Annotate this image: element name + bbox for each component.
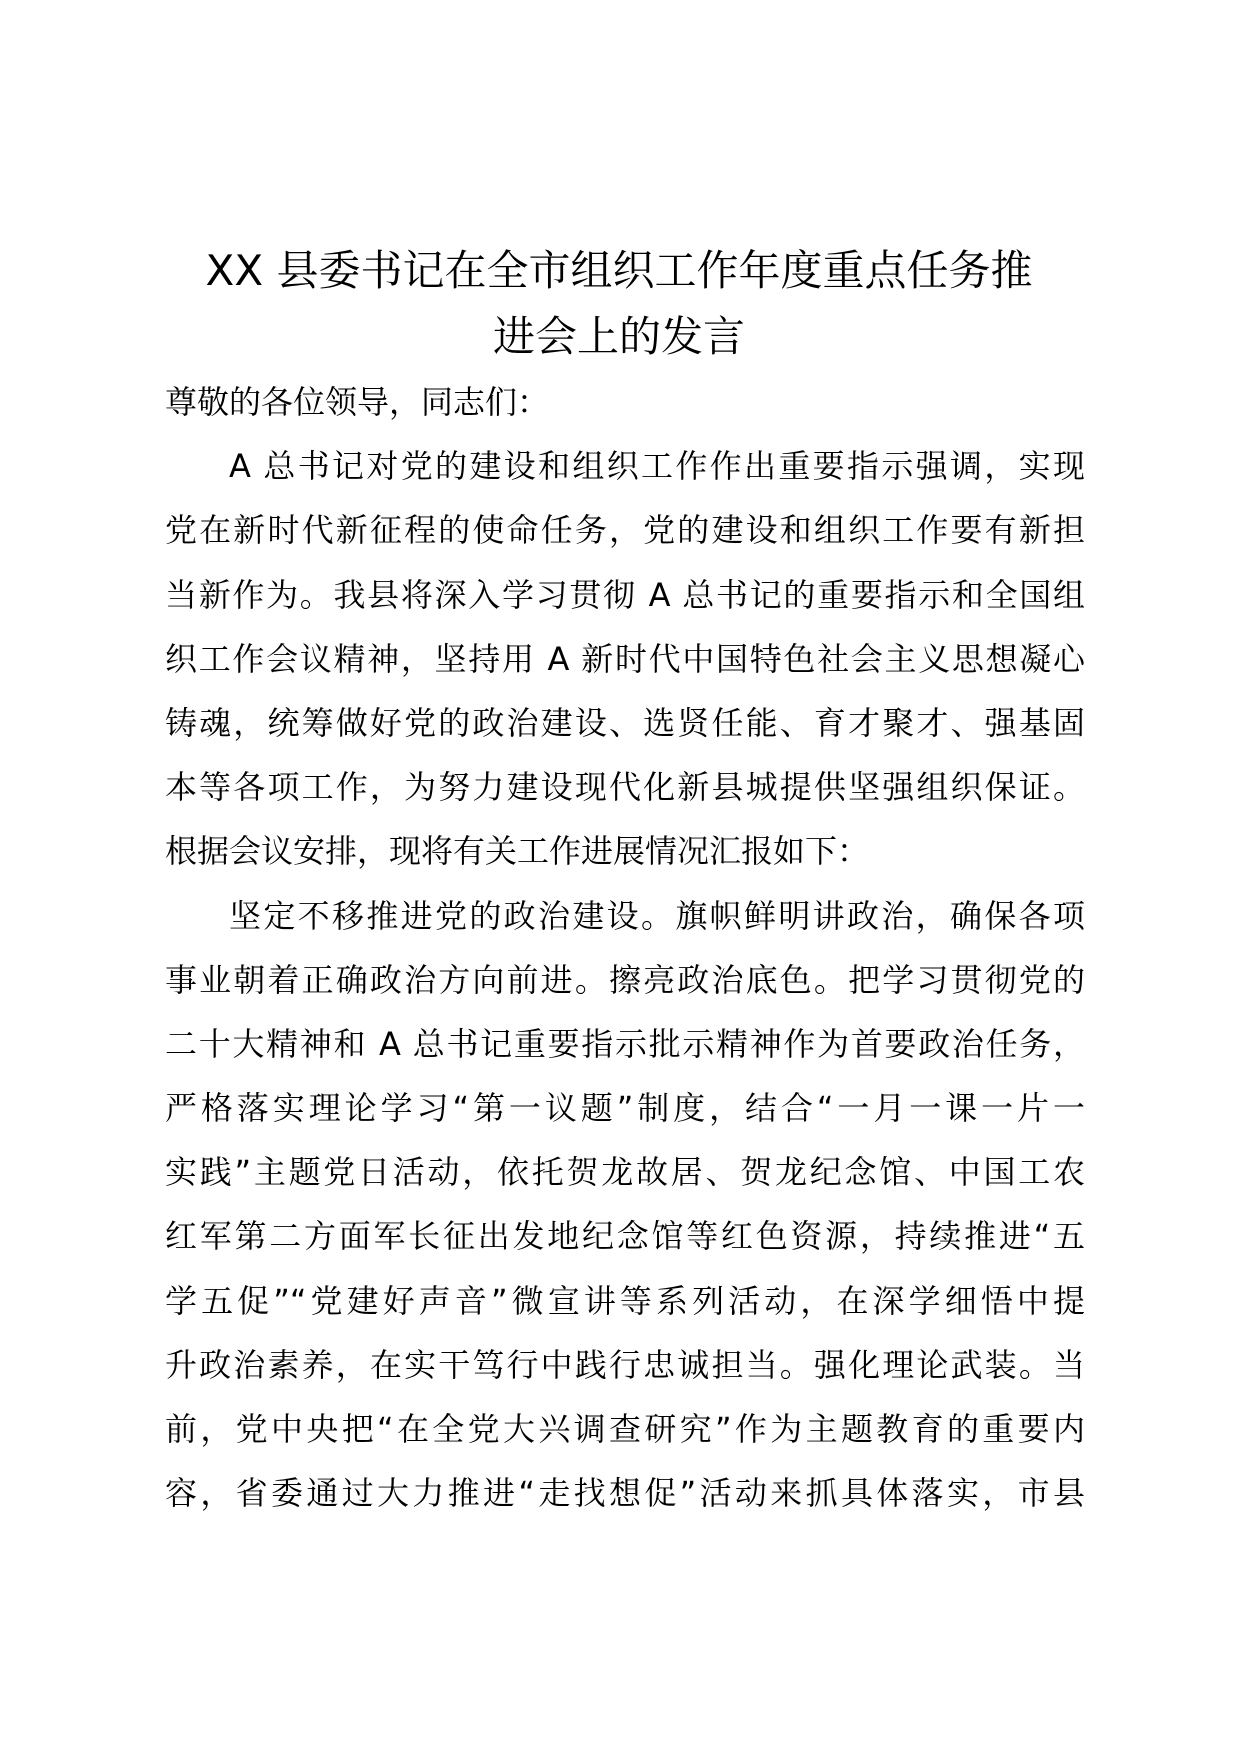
paragraph-line: 党在新时代新征程的使命任务，党的建设和组织工作要有新担 (165, 511, 1085, 550)
paragraph-line: 实践”主题党日活动，依托贺龙故居、贺龙纪念馆、中国工农 (165, 1153, 1085, 1192)
paragraph-line: 根据会议安排，现将有关工作进展情况汇报如下： (165, 832, 870, 871)
paragraph-line: 严格落实理论学习“第一议题”制度，结合“一月一课一片一 (165, 1089, 1085, 1128)
paragraph-line: 二十大精神和 A 总书记重要指示批示精神作为首要政治任务， (165, 1024, 1085, 1063)
salutation: 尊敬的各位领导，同志们： (165, 383, 550, 421)
title-line: 进会上的发言 (492, 312, 745, 361)
document-body (165, 370, 1085, 1525)
paragraph-line: 学五促”“党建好声音”微宣讲等系列活动，在深学细悟中提 (165, 1281, 1085, 1320)
title-line: XX 县委书记在全市组织工作年度重点任务推 (205, 246, 1033, 295)
paragraph-line: 织工作会议精神，坚持用 A 新时代中国特色社会主义思想凝心 (165, 639, 1085, 678)
paragraph-line: 本等各项工作，为努力建设现代化新县城提供坚强组织保证。 (165, 768, 1085, 807)
paragraph-line: 铸魂，统筹做好党的政治建设、选贤任能、育才聚才、强基固 (165, 703, 1085, 742)
paragraph-line: 升政治素养，在实干笃行中践行忠诚担当。强化理论武装。当 (165, 1345, 1085, 1384)
paragraph-line: 容，省委通过大力推进“走找想促”活动来抓具体落实，市县 (165, 1474, 1085, 1513)
paragraph-line: 红军第二方面军长征出发地纪念馆等红色资源，持续推进“五 (165, 1217, 1085, 1256)
paragraph-line: A 总书记对党的建设和组织工作作出重要指示强调，实现 (229, 447, 1085, 486)
document-title (150, 238, 1088, 370)
paragraph-line: 前，党中央把“在全党大兴调查研究”作为主题教育的重要内 (165, 1410, 1085, 1448)
paragraph-line: 事业朝着正确政治方向前进。擦亮政治底色。把学习贯彻党的 (165, 960, 1085, 999)
paragraph-line: 当新作为。我县将深入学习贯彻 A 总书记的重要指示和全国组 (165, 575, 1085, 614)
paragraph-line: 坚定不移推进党的政治建设。旗帜鲜明讲政治，确保各项 (229, 896, 1085, 935)
